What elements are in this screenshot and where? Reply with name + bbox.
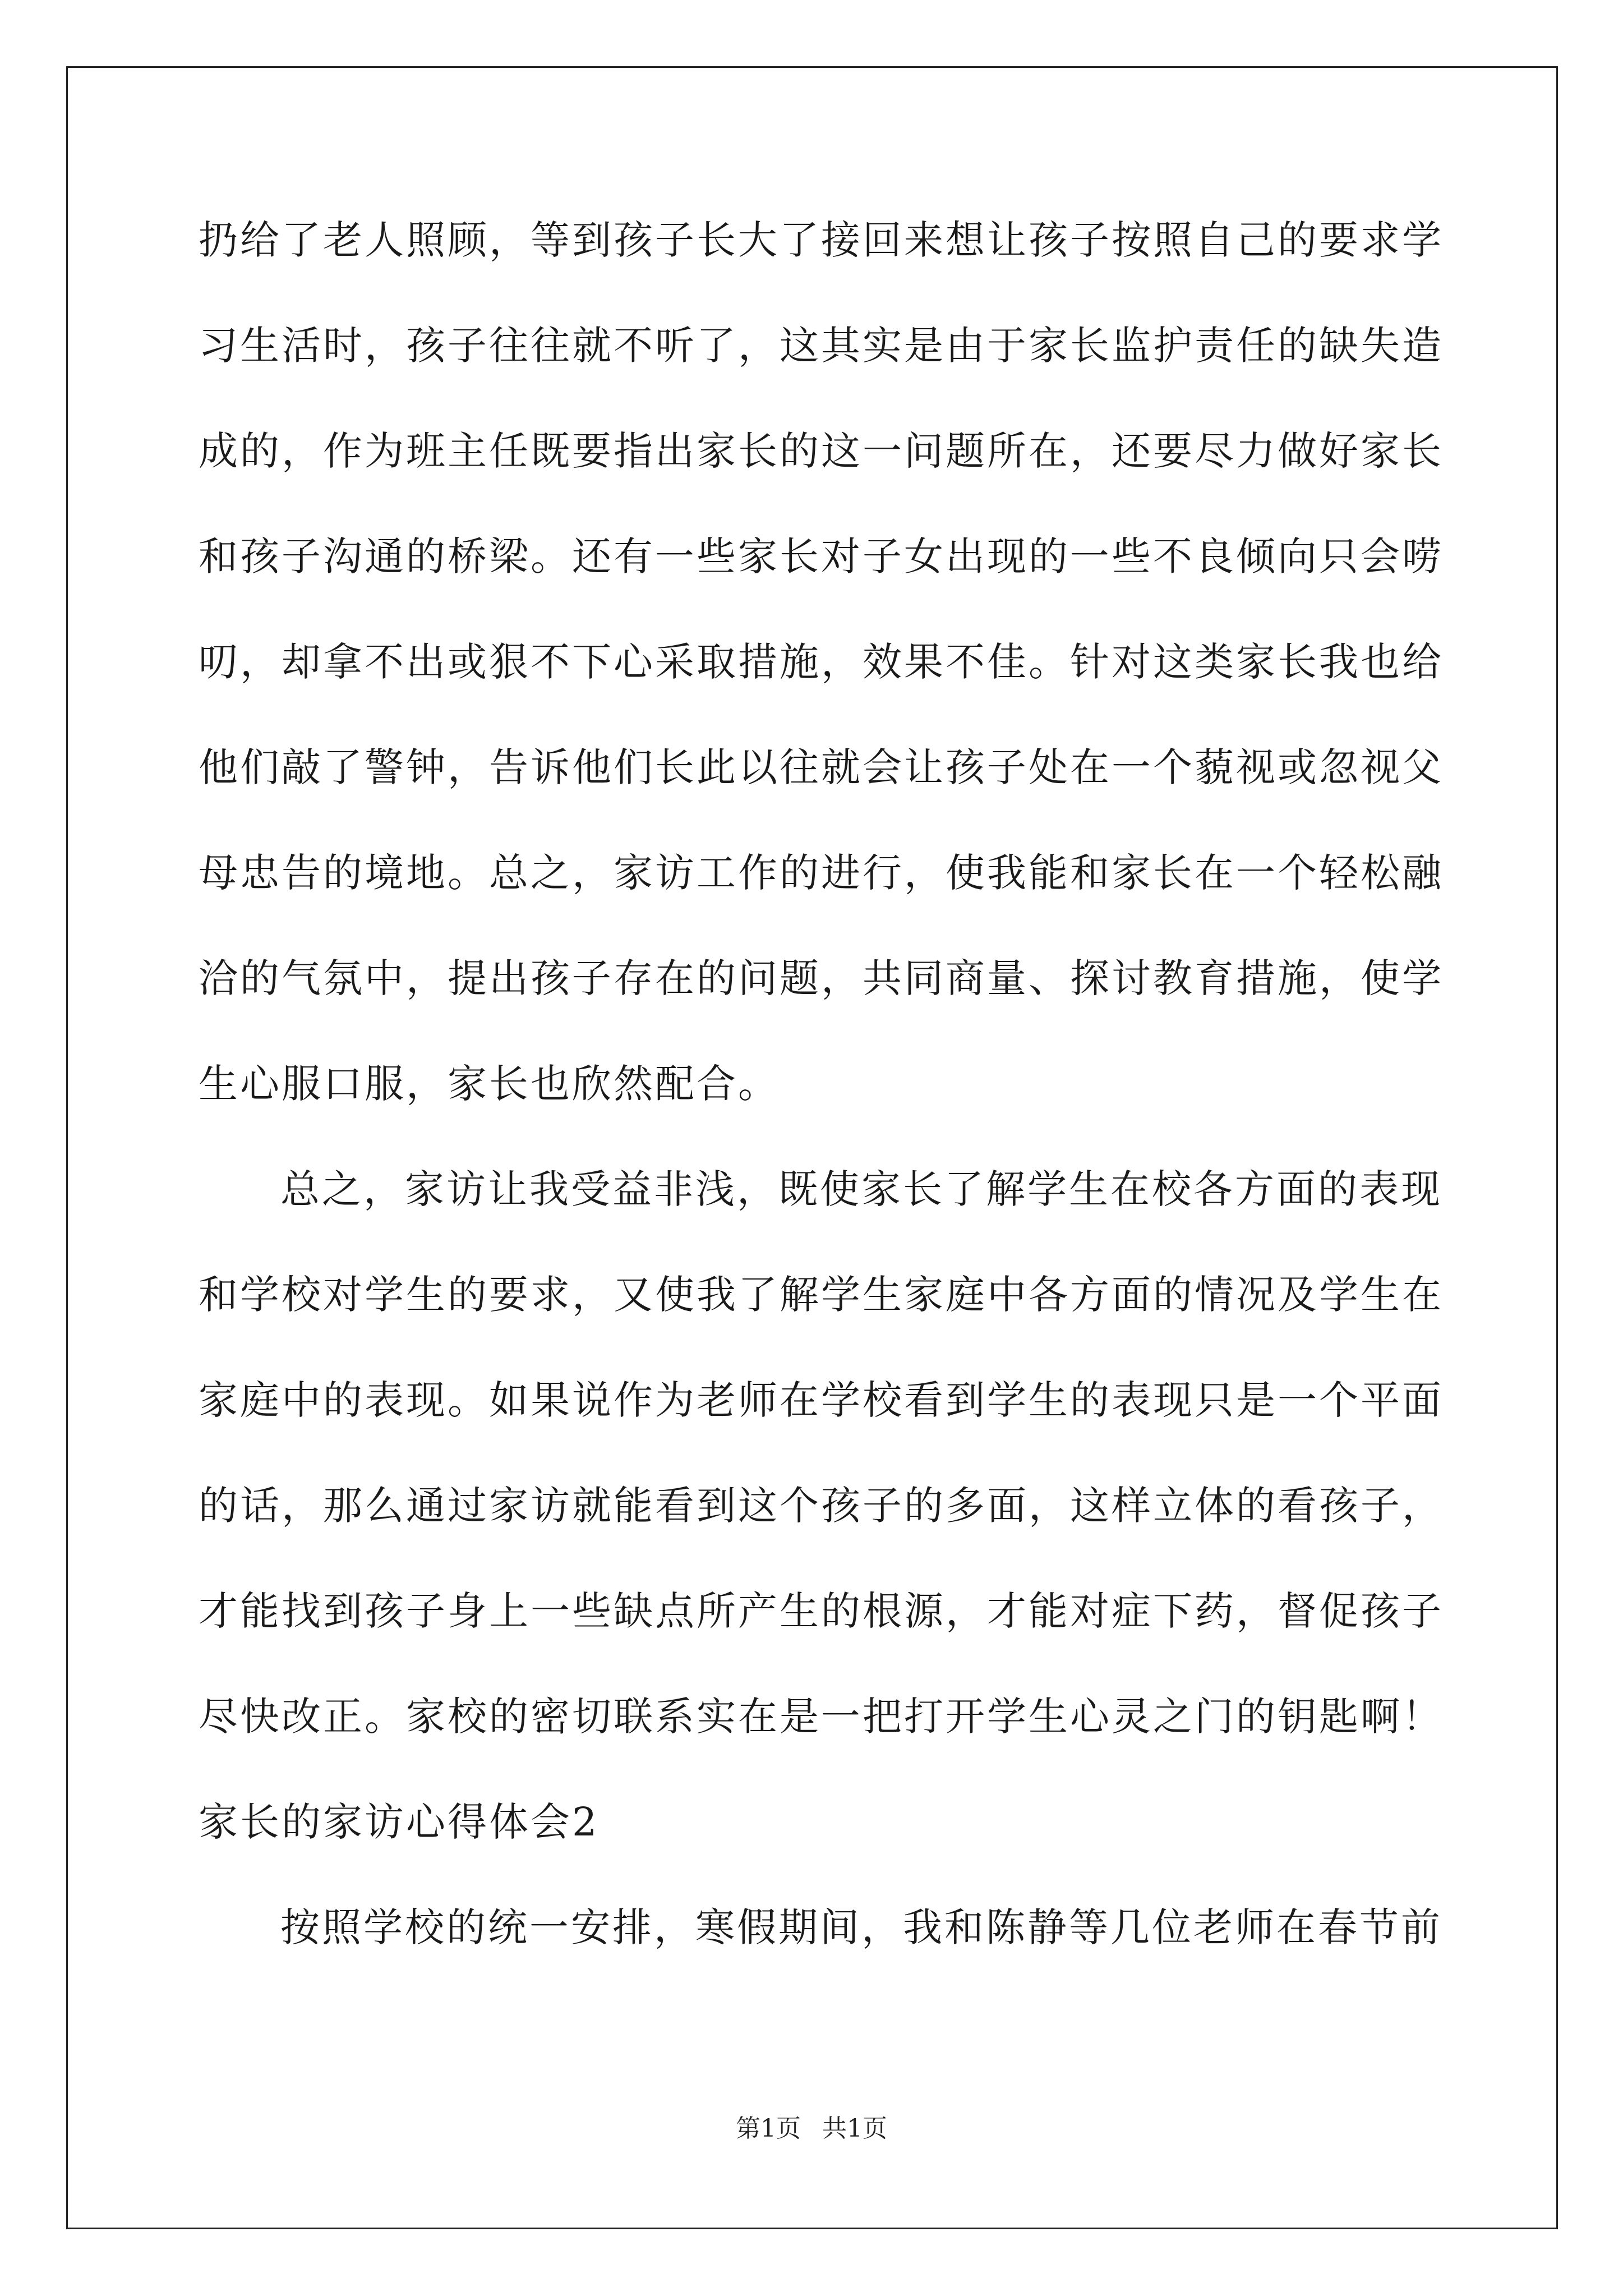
document-body bbox=[199, 206, 1444, 1999]
text-line: 才能找到孩子身上一些缺点所产生的根源，才能对症下药，督促孩子 bbox=[199, 1588, 1444, 1634]
section-title: 家长的家访心得体会2 bbox=[199, 1799, 600, 1845]
text-line: 叨，却拿不出或狠不下心采取措施，效果不佳。针对这类家长我也给 bbox=[199, 639, 1444, 685]
text-line: 尽快改正。家校的密切联系实在是一把打开学生心灵之门的钥匙啊！ bbox=[199, 1694, 1444, 1740]
text-line: 洽的气氛中，提出孩子存在的问题，共同商量、探讨教育措施，使学 bbox=[199, 955, 1444, 1001]
paragraph bbox=[199, 206, 1444, 1156]
paragraph bbox=[199, 1894, 1442, 1999]
text-line: 的话，那么通过家访就能看到这个孩子的多面，这样立体的看孩子， bbox=[199, 1483, 1444, 1529]
text-line: 他们敲了警钟，告诉他们长此以往就会让孩子处在一个藐视或忽视父 bbox=[199, 744, 1444, 790]
text-line: 生心服口服，家长也欣然配合。 bbox=[199, 1061, 780, 1107]
page-footer bbox=[0, 2108, 1623, 2144]
page-total: 共1页 bbox=[822, 2114, 887, 2143]
text-line: 扔给了老人照顾，等到孩子长大了接回来想让孩子按照自己的要求学 bbox=[199, 217, 1444, 263]
paragraph bbox=[199, 1156, 1444, 1788]
text-line: 母忠告的境地。总之，家访工作的进行，使我能和家长在一个轻松融 bbox=[199, 850, 1444, 896]
page-number: 第1页 bbox=[736, 2114, 801, 2143]
text-line: 按照学校的统一安排，寒假期间，我和陈静等几位老师在春节前 bbox=[280, 1904, 1442, 1950]
text-line: 总之，家访让我受益非浅，既使家长了解学生在校各方面的表现 bbox=[280, 1166, 1442, 1212]
text-line: 家庭中的表现。如果说作为老师在学校看到学生的表现只是一个平面 bbox=[199, 1377, 1444, 1423]
text-line: 成的，作为班主任既要指出家长的这一问题所在，还要尽力做好家长 bbox=[199, 428, 1444, 474]
text-line: 和学校对学生的要求，又使我了解学生家庭中各方面的情况及学生在 bbox=[199, 1272, 1444, 1318]
text-line: 和孩子沟通的桥梁。还有一些家长对子女出现的一些不良倾向只会唠 bbox=[199, 533, 1444, 579]
text-line: 习生活时，孩子往往就不听了，这其实是由于家长监护责任的缺失造 bbox=[199, 323, 1444, 369]
